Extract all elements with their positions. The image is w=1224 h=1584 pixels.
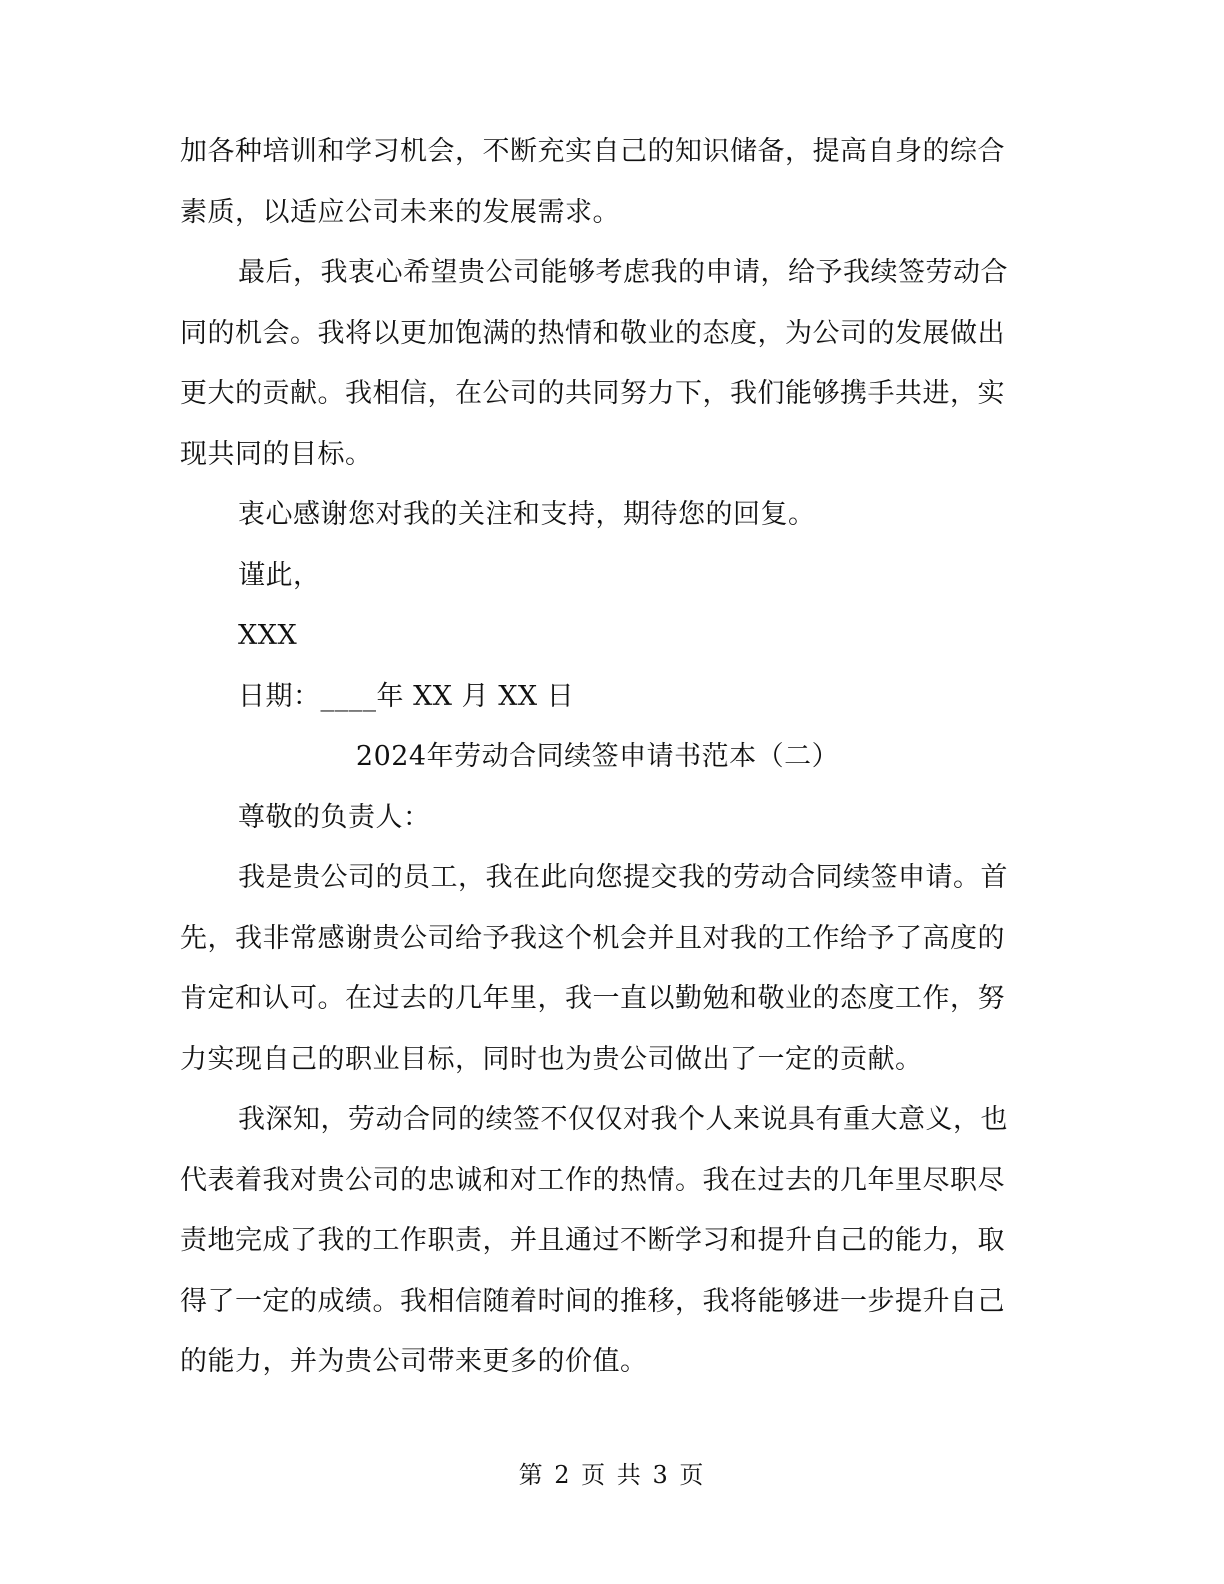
section-title: 2024年劳动合同续签申请书范本（二） (355, 741, 840, 772)
date-line: 日期：____年 XX 月 XX 日 (238, 680, 575, 712)
paragraph-introduction: 我是贵公司的员工，我在此向您提交我的劳动合同续签申请。首先，我非常感谢贵公司给予我这个机会并且对我的工作给予了高度的肯定和认可。在过去的几年里，我一直以勤勉和敬业的态度工作，努力实现自己的职业目标，同时也为贵公司做出了一定的贡献。 (180, 862, 1008, 1075)
signature-name: XXX (238, 620, 298, 651)
paragraph-closing-request: 最后，我衷心希望贵公司能够考虑我的申请，给予我续签劳动合同的机会。我将以更加饱满的热情和敬业的态度，为公司的发展做出更大的贡献。我相信，在公司的共同努力下，我们能够携手共进，实现共同的目标。 (180, 257, 1008, 470)
paragraph-thanks: 衷心感谢您对我的关注和支持，期待您的回复。 (238, 499, 816, 530)
document-body (180, 122, 1015, 1393)
page-number-footer: 第 2 页 共 3 页 (518, 1461, 706, 1489)
paragraph-continuation: 加各种培训和学习机会，不断充实自己的知识储备，提高自身的综合素质，以适应公司未来的发展需求。 (180, 136, 1005, 228)
closing-salutation: 谨此， (238, 559, 321, 591)
paragraph-significance: 我深知，劳动合同的续签不仅仅对我个人来说具有重大意义，也代表着我对贵公司的忠诚和对工作的热情。我在过去的几年里尽职尽责地完成了我的工作职责，并且通过不断学习和提升自己的能力，取得了一定的成绩。我相信随着时间的推移，我将能够进一步提升自己的能力，并为贵公司带来更多的价值。 (180, 1104, 1008, 1377)
greeting: 尊敬的负责人： (238, 801, 431, 833)
